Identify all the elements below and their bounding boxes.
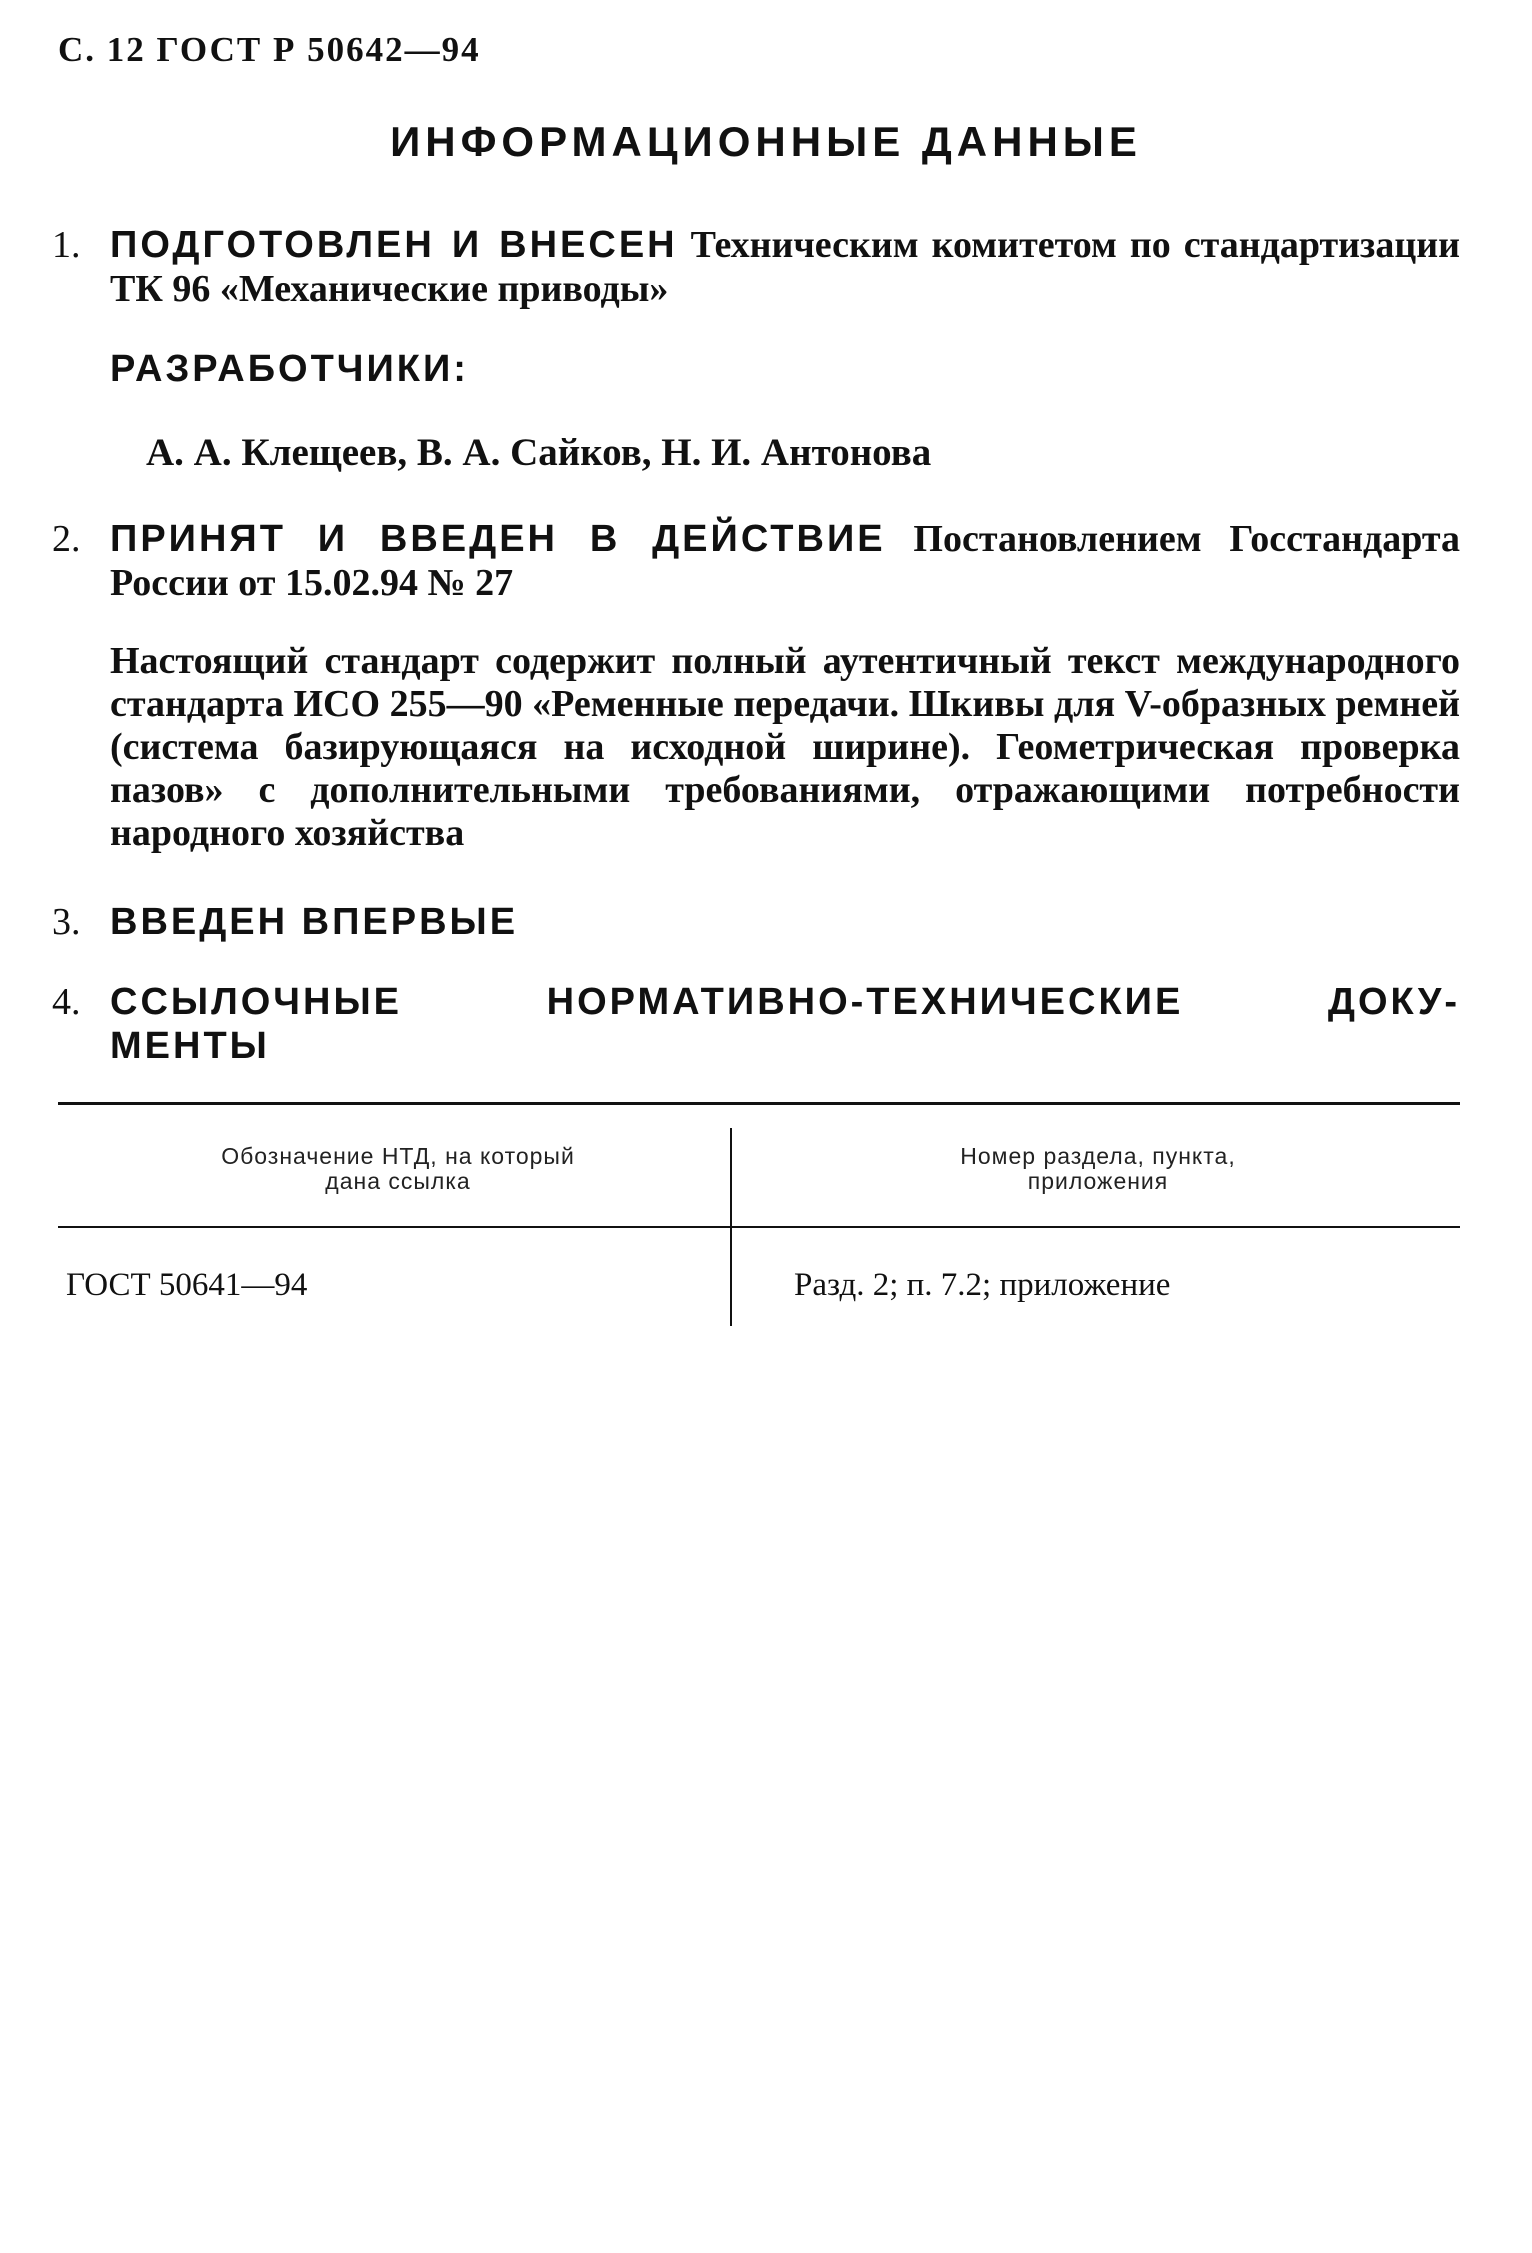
item-3 <box>52 900 1460 944</box>
page-title: ИНФОРМАЦИОННЫЕ ДАННЫЕ <box>390 118 1142 165</box>
standard-note: Настоящий стандарт содержит полный аутентичный текст международного стандарта ИСО 255—90 «Ременные передачи. Шкивы для V-образных ремней (система базирующаяся на исходной ширине). Геометрическая проверка пазов» с дополнительными требованиями, отражающими потребности народного хозяйства <box>110 640 1460 854</box>
item-4-body <box>110 980 1460 1068</box>
item-1-number: 1. <box>52 224 81 266</box>
item-1-body <box>110 223 1460 311</box>
item-2-heading: ПРИНЯТ И ВВЕДЕН В ДЕЙСТВИЕ <box>110 518 886 560</box>
item-4 <box>52 980 1460 1068</box>
item-3-heading: ВВЕДЕН ВПЕРВЫЕ <box>110 901 519 943</box>
developers-heading: РАЗРАБОТЧИКИ: <box>110 348 469 390</box>
item-4-heading-line2: МЕНТЫ <box>110 1025 270 1067</box>
table-header-rule <box>58 1226 1460 1228</box>
item-4-heading-word-3: ДОКУ- <box>1327 981 1460 1023</box>
table-header-section <box>768 1144 1428 1194</box>
item-4-heading-word-2: НОРМАТИВНО-ТЕХНИЧЕСКИЕ <box>546 981 1184 1023</box>
developers-list: А. А. Клещеев, В. А. Сайков, Н. И. Антонова <box>146 431 932 474</box>
reference-table <box>58 1102 1460 1342</box>
table-cell-ntd: ГОСТ 50641—94 <box>66 1267 308 1303</box>
item-3-number: 3. <box>52 901 81 943</box>
table-header-ntd-line1: Обозначение НТД, на который <box>221 1143 575 1169</box>
item-2-text: Постановлением Госстандарта России от 15.02.94 № 27 <box>110 518 1460 604</box>
item-1-heading: ПОДГОТОВЛЕН И ВНЕСЕН <box>110 224 678 266</box>
item-4-heading-word-1: ССЫЛОЧНЫЕ <box>110 981 402 1023</box>
table-header-section-line1: Номер раздела, пункта, <box>960 1143 1236 1169</box>
table-header-section-line2: приложения <box>1027 1168 1169 1194</box>
item-2-body <box>110 517 1460 605</box>
item-4-heading-line1 <box>110 980 1460 1024</box>
item-1 <box>52 223 1460 311</box>
running-head: С. 12 ГОСТ Р 50642—94 <box>58 30 481 69</box>
table-header-ntd <box>98 1144 698 1194</box>
item-2 <box>52 517 1460 605</box>
item-4-number: 4. <box>52 981 81 1023</box>
item-2-number: 2. <box>52 518 81 560</box>
table-top-rule <box>58 1102 1460 1105</box>
table-header-ntd-line2: дана ссылка <box>325 1168 471 1194</box>
item-1-text: Техническим комитетом по стандартизации ТК 96 «Механические приводы» <box>110 224 1461 310</box>
table-cell-section: Разд. 2; п. 7.2; приложение <box>794 1267 1171 1303</box>
item-3-body <box>110 900 1460 944</box>
